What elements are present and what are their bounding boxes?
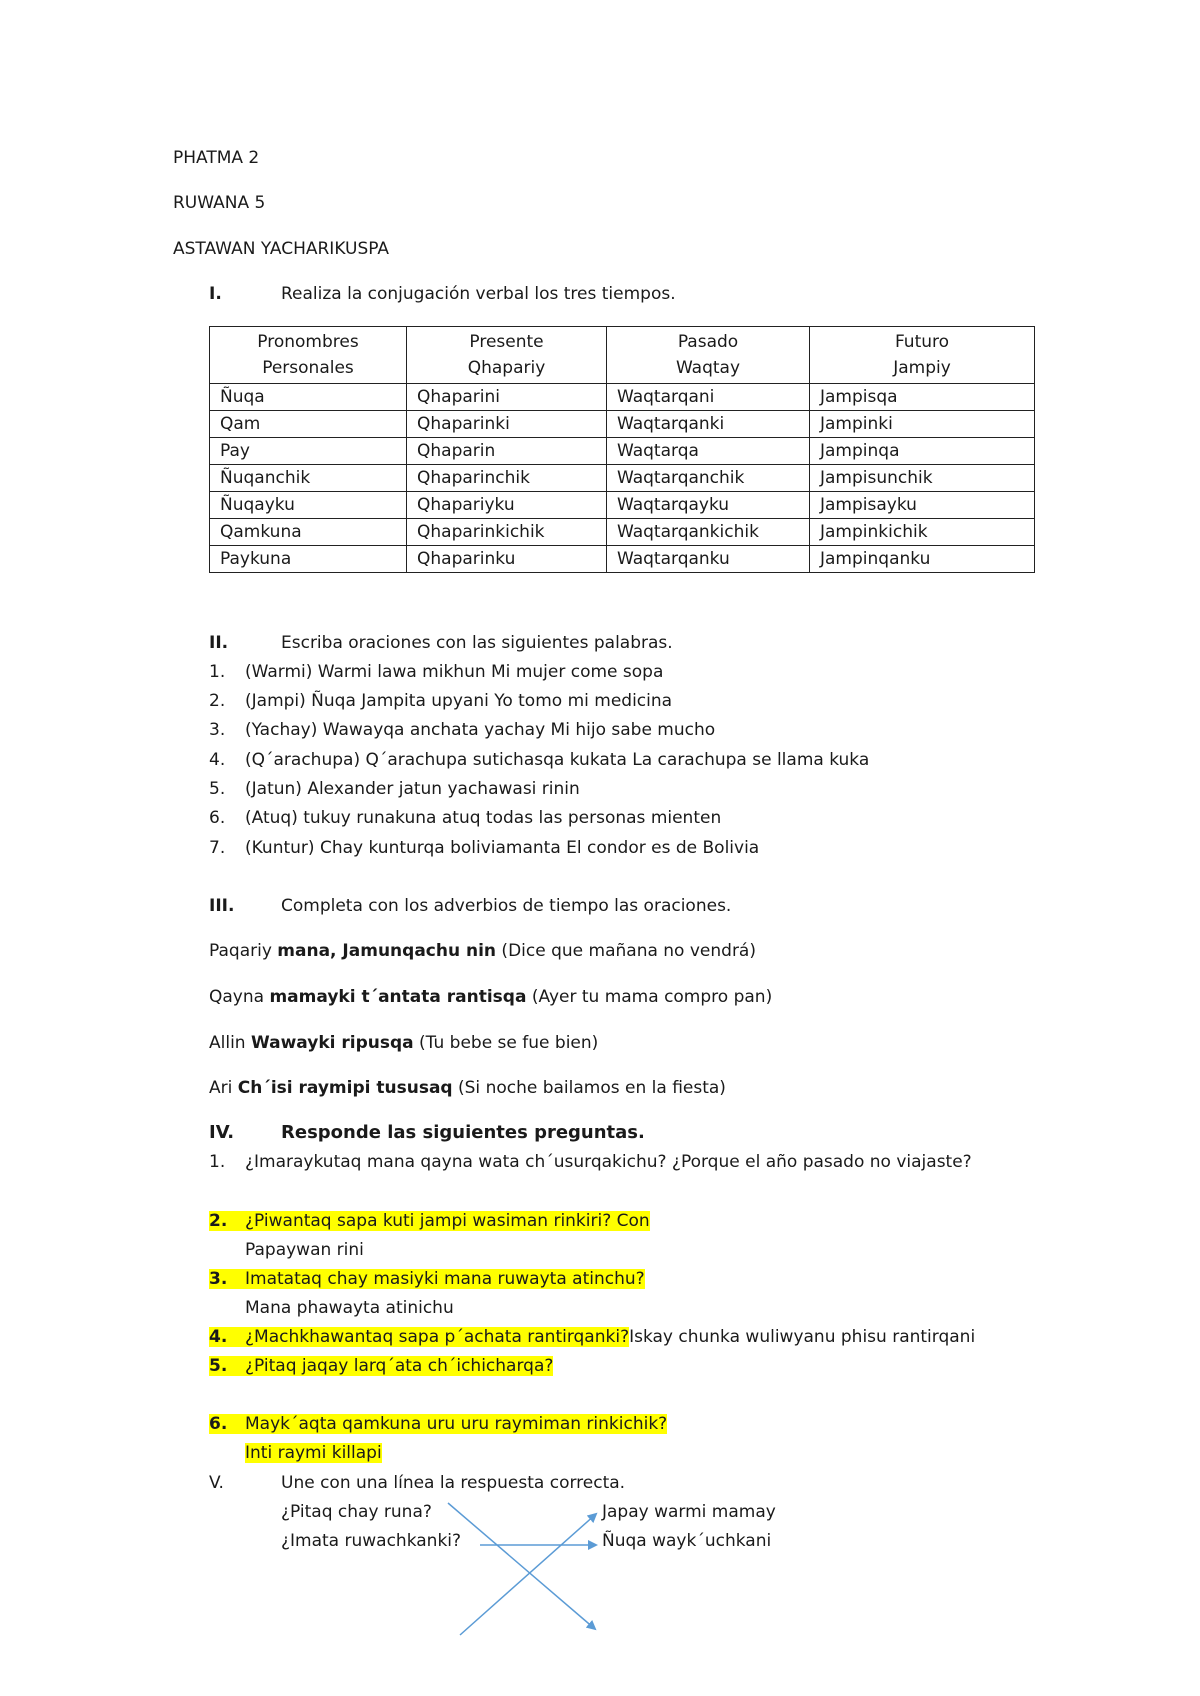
connector-line — [460, 1514, 596, 1635]
table-cell: Qhapariyku — [407, 492, 607, 519]
section3-title: Completa con los adverbios de tiempo las oraciones. — [281, 896, 732, 916]
question-4: 4. ¿Machkhawantaq sapa p´achata rantirqanki?Iskay chunka wuliwyanu phisu rantirqani — [209, 1327, 976, 1347]
list-item: 7. (Kuntur) Chay kunturqa boliviamanta El condor es de Bolivia — [209, 838, 760, 858]
answer-4: Iskay chunka wuliwyanu phisu rantirqani — [629, 1327, 976, 1347]
question-2: 2. ¿Piwantaq sapa kuti jampi wasiman rinkiri? Con — [209, 1211, 650, 1231]
table-cell: Qhaparin — [407, 438, 607, 465]
header-pronombres: Pronombres Personales — [210, 327, 407, 384]
answer-2: Papaywan rini — [245, 1240, 364, 1260]
table-cell: Jampinqanku — [810, 546, 1035, 573]
section2-number: II. — [209, 633, 229, 653]
table-cell: Jampisqa — [810, 384, 1035, 411]
list-item: 5. (Jatun) Alexander jatun yachawasi rinin — [209, 779, 580, 799]
heading-ruwana: RUWANA 5 — [173, 193, 266, 213]
question-5: 5. ¿Pitaq jaqay larq´ata ch´ichicharqa? — [209, 1356, 554, 1376]
heading-astawan: ASTAWAN YACHARIKUSPA — [173, 239, 390, 259]
table-cell: Qam — [210, 411, 407, 438]
table-cell: Qhaparinchik — [407, 465, 607, 492]
table-cell: Qhaparinkichik — [407, 519, 607, 546]
table-cell: Qhaparinku — [407, 546, 607, 573]
header-pasado: Pasado Waqtay — [607, 327, 810, 384]
match-left-1: ¿Pitaq chay runa? — [281, 1502, 432, 1522]
table-cell: Pay — [210, 438, 407, 465]
table-cell: Jampinkichik — [810, 519, 1035, 546]
list-item: 1. (Warmi) Warmi lawa mikhun Mi mujer come sopa — [209, 662, 664, 682]
table-cell: Jampinqa — [810, 438, 1035, 465]
list-item: 4. (Q´arachupa) Q´arachupa sutichasqa kukata La carachupa se llama kuka — [209, 750, 870, 770]
question-6: 6. Mayk´aqta qamkuna uru uru raymiman rinkichik? — [209, 1414, 668, 1434]
adverb-sentence: Paqariy mana, Jamunqachu nin (Dice que mañana no vendrá) — [209, 941, 756, 961]
header-futuro: Futuro Jampiy — [810, 327, 1035, 384]
table-cell: Ñuqayku — [210, 492, 407, 519]
connector-line — [448, 1503, 595, 1629]
adverb-sentence: Qayna mamayki t´antata rantisqa (Ayer tu mama compro pan) — [209, 987, 773, 1007]
table-cell: Jampinki — [810, 411, 1035, 438]
table-cell: Waqtarqa — [607, 438, 810, 465]
adverb-sentence: Ari Ch´isi raymipi tususaq (Si noche bailamos en la fiesta) — [209, 1078, 726, 1098]
table-cell: Waqtarqanchik — [607, 465, 810, 492]
list-item: 2. (Jampi) Ñuqa Jampita upyani Yo tomo mi medicina — [209, 691, 673, 711]
answer-3: Mana phawayta atinichu — [245, 1298, 454, 1318]
table-cell: Ñuqanchik — [210, 465, 407, 492]
table-cell: Jampisunchik — [810, 465, 1035, 492]
table-cell: Paykuna — [210, 546, 407, 573]
table-cell: Waqtarqanku — [607, 546, 810, 573]
match-left-2: ¿Imata ruwachkanki? — [281, 1531, 462, 1551]
section2-title: Escriba oraciones con las siguientes palabras. — [281, 633, 673, 653]
table-cell: Qhaparinki — [407, 411, 607, 438]
adverb-sentence: Allin Wawayki ripusqa (Tu bebe se fue bien) — [209, 1033, 599, 1053]
table-cell: Qamkuna — [210, 519, 407, 546]
match-right-1: Japay warmi mamay — [602, 1502, 776, 1522]
question-3: 3. Imatataq chay masiyki mana ruwayta atinchu? — [209, 1269, 645, 1289]
table-cell: Waqtarqanki — [607, 411, 810, 438]
section5-number: V. — [209, 1473, 224, 1493]
section5-title: Une con una línea la respuesta correcta. — [281, 1473, 626, 1493]
section3-number: III. — [209, 896, 235, 916]
table-cell: Waqtarqayku — [607, 492, 810, 519]
section1-number: I. — [209, 284, 222, 304]
table-cell: Waqtarqankichik — [607, 519, 810, 546]
header-presente: Presente Qhapariy — [407, 327, 607, 384]
heading-phatma: PHATMA 2 — [173, 148, 260, 168]
table-cell: Ñuqa — [210, 384, 407, 411]
list-item: 6. (Atuq) tukuy runakuna atuq todas las personas mienten — [209, 808, 722, 828]
section4-title: Responde las siguientes preguntas. — [281, 1122, 645, 1143]
list-item: 3. (Yachay) Wawayqa anchata yachay Mi hijo sabe mucho — [209, 720, 716, 740]
table-cell: Jampisayku — [810, 492, 1035, 519]
section4-number: IV. — [209, 1122, 235, 1143]
question-1: 1. ¿Imaraykutaq mana qayna wata ch´usurqakichu? ¿Porque el año pasado no viajaste? — [209, 1152, 972, 1172]
table-cell: Waqtarqani — [607, 384, 810, 411]
match-right-2: Ñuqa wayk´uchkani — [602, 1531, 772, 1551]
section1-title: Realiza la conjugación verbal los tres tiempos. — [281, 284, 676, 304]
table-cell: Qhaparini — [407, 384, 607, 411]
answer-6: Inti raymi killapi — [245, 1443, 382, 1463]
